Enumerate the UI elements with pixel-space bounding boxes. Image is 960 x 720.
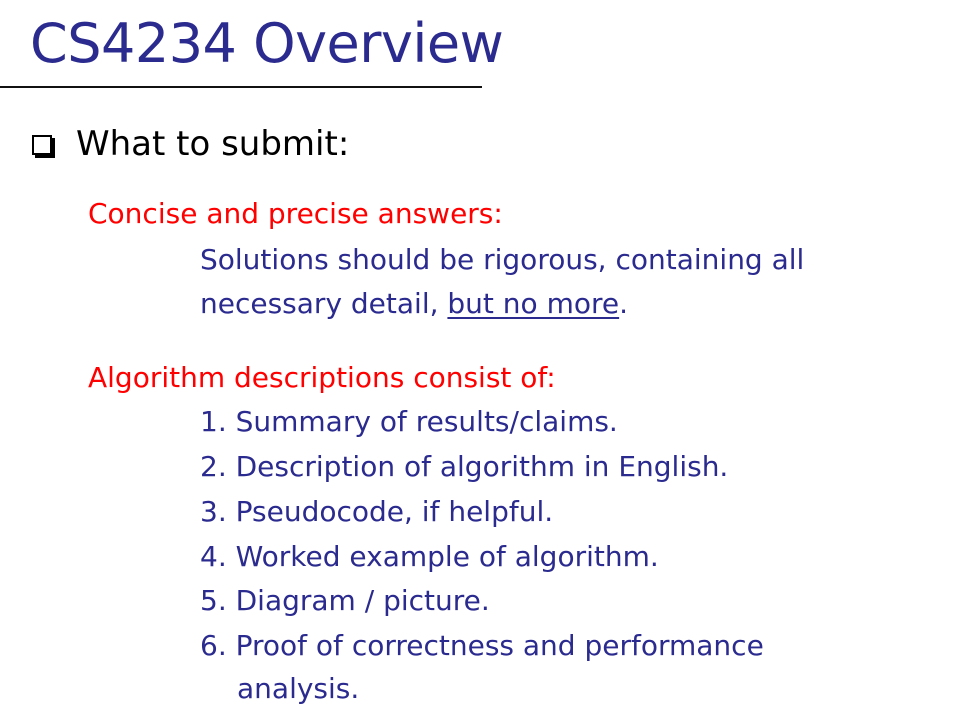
list-item-continuation: analysis.	[237, 672, 360, 705]
bullet-item-what-to-submit	[32, 122, 349, 166]
list-item: 3. Pseudocode, if helpful.	[200, 495, 554, 528]
answers-line-2-text: necessary detail,	[200, 287, 448, 320]
underlined-phrase: but no more	[447, 287, 620, 320]
bullet-text: What to submit:	[76, 124, 350, 164]
section-heading-algorithm: Algorithm descriptions consist of:	[88, 361, 556, 394]
title-underline-divider	[0, 86, 482, 88]
list-item: 1. Summary of results/claims.	[200, 405, 618, 438]
slide-title: CS4234 Overview	[30, 12, 504, 75]
hollow-square-bullet-icon	[32, 135, 52, 155]
list-item: 2. Description of algorithm in English.	[200, 450, 729, 483]
list-item: 5. Diagram / picture.	[200, 584, 490, 617]
answers-line-2	[200, 286, 628, 322]
answers-line-1: Solutions should be rigorous, containing all	[200, 243, 805, 276]
list-item: 4. Worked example of algorithm.	[200, 540, 659, 573]
list-item: 6. Proof of correctness and performance	[200, 629, 764, 662]
section-heading-answers: Concise and precise answers:	[88, 197, 503, 230]
answers-line-2-period: .	[619, 287, 629, 320]
